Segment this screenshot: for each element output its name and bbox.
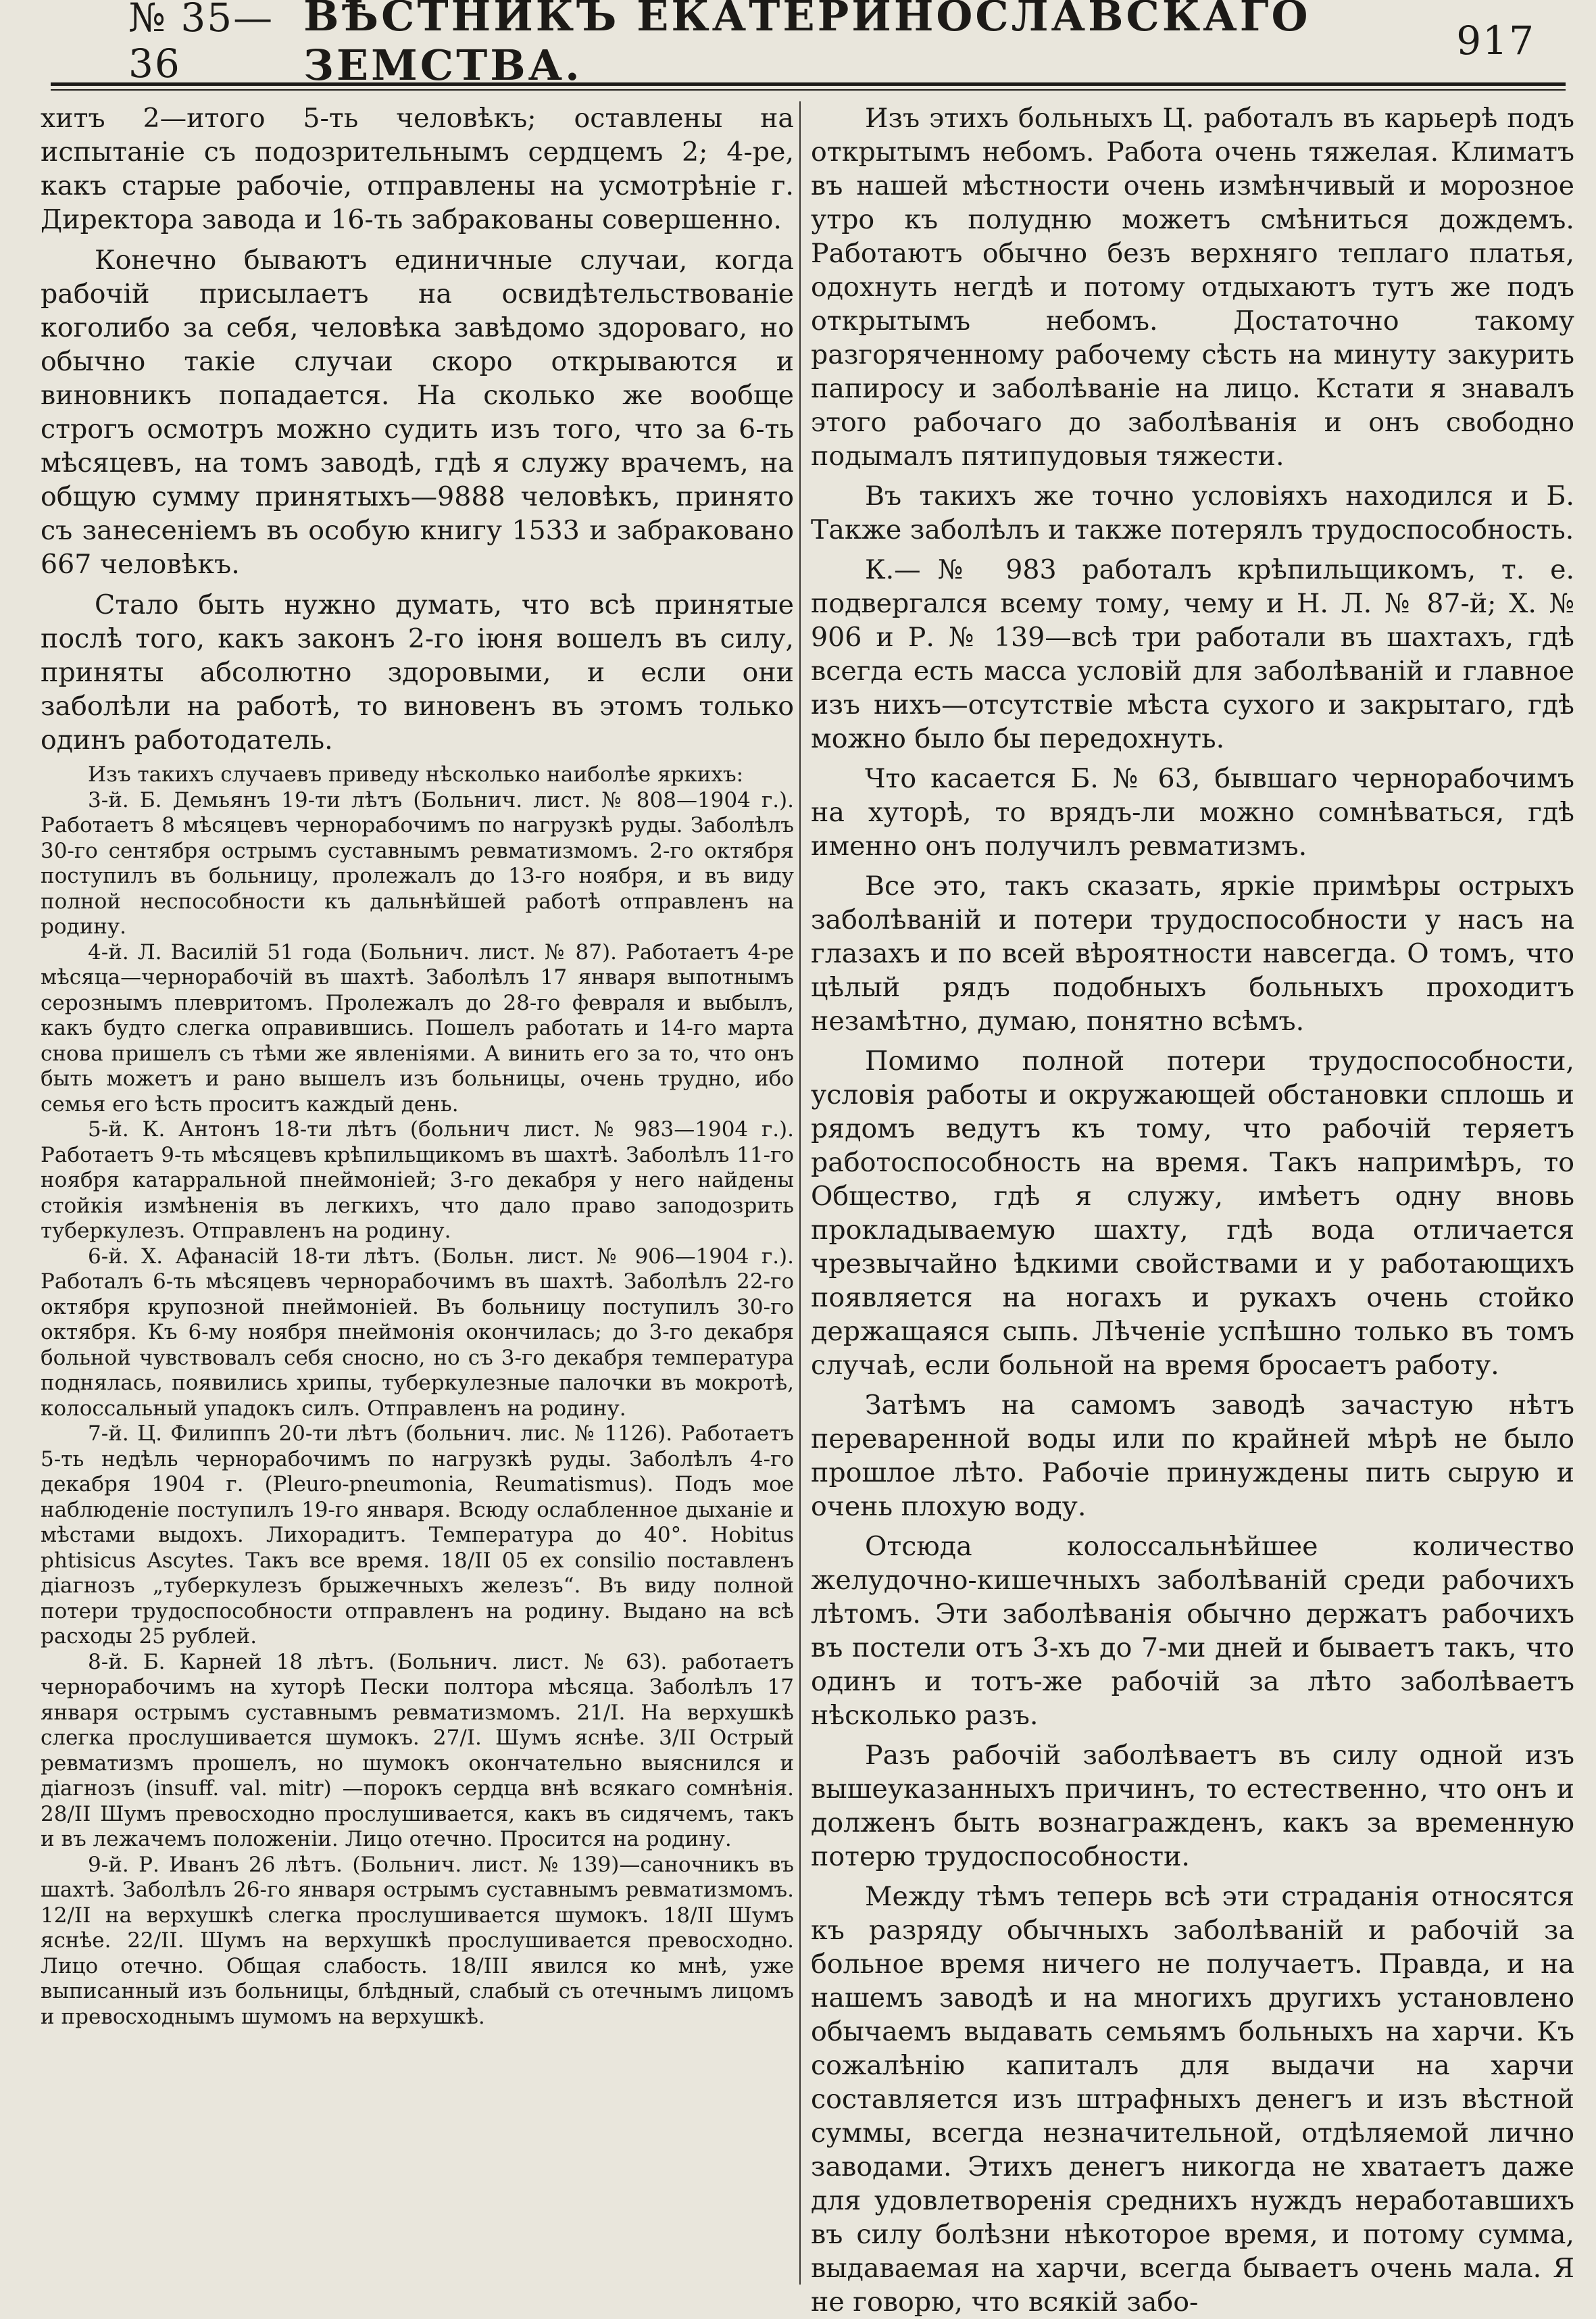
paragraph: хитъ 2—итого 5-ть человѣкъ; оставлены на испытанiе съ подозрительнымъ сердцемъ 2; 4-ре, какъ старые рабочiе, отправлены на усмотрѣнiе г. Директора завода и 16-ть забракованы совершенно. [41, 103, 794, 235]
case-report: 6-й. Х. Афанасiй 18-ти лѣтъ. (Больн. лист. № 906—1904 г.). Работалъ 6-ть мѣсяцевъ чернорабочимъ въ шахтѣ. Заболѣлъ 22-го октября крупозной пнеймонiей. Въ больницу поступилъ 30-го октября. Къ 6-му ноября пнеймонiя окончилась; до 3-го декабря больной чувствовалъ себя сносно, но съ 3-го декабря температура поднялась, появились хрипы, туберкулезные палочки въ мокротѣ, колоссальный упадокъ силъ. Отправленъ на родину. [41, 1244, 794, 1421]
case-intro: Изъ такихъ случаевъ приведу нѣсколько наиболѣе яркихъ: [88, 762, 744, 787]
case-report: 7-й. Ц. Филиппъ 20-ти лѣтъ (больнич. лис. № 1126). Работаетъ 5-ть недѣль чернорабочимъ по нагрузкѣ руды. Заболѣлъ 4-го декабря 1904 г. (Pleuro-pneumonia, Reumatismus). Подъ мое наблюденiе поступилъ 19-го января. Всюду ослабленное дыханiе и мѣстами выдохъ. Лихорадитъ. Температура до 40°. Hobitus phtisicus Ascytes. Такъ все время. 18/II 05 ex consilio поставленъ дiагнозъ „туберкулезъ брыжечныхъ железъ“. Въ виду полной потери трудоспособности отправленъ на родину. Выдано на всѣ расходы 25 рублей. [41, 1421, 794, 1649]
case-report: 5-й. К. Антонъ 18-ти лѣтъ (больнич лист. № 983—1904 г.). Работаетъ 9-ть мѣсяцевъ крѣпильщикомъ въ шахтѣ. Заболѣлъ 11-го ноября катарральной пнеймонiей; 3-го декабря у него найдены стойкiя измѣненiя въ легкихъ, что дало право заподозрить туберкулезъ. Отправленъ на родину. [41, 1117, 794, 1243]
paragraph: Все это, такъ сказать, яркiе примѣры острыхъ заболѣванiй и потери трудоспособности у насъ на глазахъ и по всей вѣроятности навсегда. О томъ, что цѣлый рядъ подобныхъ больныхъ проходитъ незамѣтно, думаю, понятно всѣмъ. [811, 871, 1574, 1037]
right-column [811, 101, 1574, 2319]
column-divider [799, 101, 801, 2285]
paragraph: Въ такихъ же точно условiяхъ находился и Б. Также заболѣлъ и также потерялъ трудоспособность. [811, 481, 1574, 545]
paragraph: Помимо полной потери трудоспособности, условiя работы и окружающей обстановки сплошь и рядомъ ведутъ къ тому, что рабочiй теряетъ работоспособность на время. Такъ напримѣръ, то Общество, гдѣ я служу, имѣетъ одну вновь прокладываемую шахту, гдѣ вода отличается чрезвычайно ѣдкими свойствами и у работающихъ появляется на ногахъ и рукахъ очень стойко держащаяся сыпь. Лѣченiе успѣшно только въ томъ случаѣ, если больной на время бросаетъ работу. [811, 1046, 1574, 1381]
paragraph: Отсюда колоссальнѣйшее количество желудочно-кишечныхъ заболѣванiй среди рабочихъ лѣтомъ. Эти заболѣванiя обычно держатъ рабочихъ въ постели отъ 3-хъ до 7-ми дней и бываетъ такъ, что одинъ и тотъ-же рабочiй за лѣто заболѣваетъ нѣсколько разъ. [811, 1531, 1574, 1731]
paragraph: К.—№ 983 работалъ крѣпильщикомъ, т. е. подвергался всему тому, чему и Н. Л. № 87-й; Х. № 906 и Р. № 139—всѣ три работали въ шахтахъ, гдѣ всегда есть масса условiй для заболѣванiй и главное изъ нихъ—отсутствiе мѣста сухого и закрытаго, гдѣ можно было бы передохнуть. [811, 554, 1574, 754]
header-rule-thin [51, 89, 1566, 91]
paragraph: Между тѣмъ теперь всѣ эти страданiя относятся къ разряду обычныхъ заболѣванiй и рабочiй за больное время ничего не получаетъ. Правда, и на нашемъ заводѣ и на многихъ другихъ установлено обычаемъ выдавать семьямъ больныхъ на харчи. Къ сожалѣнiю капиталъ для выдачи на харчи составляется изъ штрафныхъ денегъ и изъ вѣстной суммы, всегда незначительной, отдѣляемой лично заводами. Этихъ денегъ никогда не хватаетъ даже для удовлетворенiя среднихъ нуждъ неработавшихъ въ силу болѣзни нѣкоторое время, и потому сумма, выдаваемая на харчи, всегда бываетъ очень мала. Я не говорю, что всякiй забо- [811, 1881, 1574, 2318]
issue-number: № 35—36 [128, 0, 274, 87]
case-report: 8-й. Б. Карней 18 лѣтъ. (Больнич. лист. № 63). работаетъ чернорабочимъ на хуторѣ Пески полтора мѣсяца. Заболѣлъ 17 января острымъ суставнымъ ревматизмомъ. 21/I. На верхушкѣ слегка прослушивается шумокъ. 27/I. Шумъ яснѣе. 3/II Острый ревматизмъ прошелъ, но шумокъ окончательно выяснился и дiагнозъ (insuff. val. mitr) —порокъ сердца внѣ всякаго сомнѣнiя. 28/II Шумъ превосходно прослушивается, какъ въ сидячемъ, такъ и въ лежачемъ положенiи. Лицо отечно. Просится на родину. [41, 1649, 794, 1851]
paragraph: Изъ этихъ больныхъ Ц. работалъ въ карьерѣ подъ открытымъ небомъ. Работа очень тяжелая. Климатъ въ нашей мѣстности очень измѣнчивый и морозное утро къ полудню можетъ смѣниться дождемъ. Работаютъ обычно безъ верхняго теплаго платья, одохнуть негдѣ и потому отдыхаютъ тутъ же подъ открытымъ небомъ. Достаточно такому разгоряченному рабочему сѣсть на минуту закурить папиросу и заболѣванiе на лицо. Кстати я знавалъ этого рабочаго до заболѣванiя и онъ свободно подымалъ пятипудовыя тяжести. [811, 103, 1574, 472]
paragraph: Разъ рабочiй заболѣваетъ въ силу одной изъ вышеуказанныхъ причинъ, то естественно, что онъ и долженъ быть вознагражденъ, какъ за временную потерю трудоспособности. [811, 1740, 1574, 1872]
case-report: 9-й. Р. Иванъ 26 лѣтъ. (Больнич. лист. № 139)—саночникъ въ шахтѣ. Заболѣлъ 26-го января острымъ суставнымъ ревматизмомъ. 12/II на верхушкѣ слегка прослушивается шумокъ. 18/II Шумъ яснѣе. 22/II. Шумъ на верхушкѣ прослушивается превосходно. Лицо отечно. Общая слабость. 18/III явился ко мнѣ, уже выписанный изъ больницы, блѣдный, слабый съ отечнымъ лицомъ и превосходнымъ шумомъ на верхушкѣ. [41, 1852, 794, 2029]
case-report: 4-й. Л. Василiй 51 года (Больнич. лист. № 87). Работаетъ 4-ре мѣсяца—чернорабочiй въ шахтѣ. Заболѣлъ 17 января выпотнымъ серознымъ плевритомъ. Пролежалъ до 28-го февраля и выбылъ, какъ будто слегка оправившись. Пошелъ работать и 14-го марта снова пришелъ съ тѣми же явленiями. А винить его за то, что онъ быть можетъ и рано вышелъ изъ больницы, очень трудно, ибо семья его ѣсть проситъ каждый день. [41, 939, 794, 1117]
paragraph: Конечно бываютъ единичные случаи, когда рабочiй присылаетъ на освидѣтельствованiе коголибо за себя, человѣка завѣдомо здороваго, но обычно такiе случаи скоро открываются и виновникъ попадается. На сколько же вообще строгъ осмотръ можно судить изъ того, что за 6-ть мѣсяцевъ, на томъ заводѣ, гдѣ я служу врачемъ, на общую сумму принятыхъ—9888 человѣкъ, принято съ занесенiемъ въ особую книгу 1533 и забраковано 667 человѣкъ. [41, 245, 794, 580]
left-column [41, 101, 794, 2030]
page-header [54, 0, 1542, 90]
header-rule-thick [51, 82, 1566, 86]
page-number: 917 [1456, 18, 1535, 64]
paragraph: Затѣмъ на самомъ заводѣ зачастую нѣтъ переваренной воды или по крайней мѣрѣ не было прошлое лѣто. Рабочiе принуждены пить сырую и очень плохую воду. [811, 1390, 1574, 1522]
paragraph: Стало быть нужно думать, что всѣ принятые послѣ того, какъ законъ 2-го iюня вошелъ въ силу, приняты абсолютно здоровыми, и если они заболѣли на работѣ, то виновенъ въ этомъ только одинъ работодатель. [41, 589, 794, 756]
paragraph: Что касается Б. № 63, бывшаго чернорабочимъ на хуторѣ, то врядъ-ли можно сомнѣваться, гдѣ именно онъ получилъ ревматизмъ. [811, 763, 1574, 862]
case-report: 3-й. Б. Демьянъ 19-ти лѣтъ (Больнич. лист. № 808—1904 г.). Работаетъ 8 мѣсяцевъ чернорабочимъ по нагрузкѣ руды. Заболѣлъ 30-го сентября острымъ суставнымъ ревматизмомъ. 2-го октября поступилъ въ больницу, пролежалъ до 13-го ноября, и въ виду полной неспособности къ дальнѣйшей работѣ отправленъ на родину. [41, 787, 794, 939]
publication-title: ВѢСТНИКЪ ЕКАТЕРИНОСЛАВСКАГО ЗЕМСТВА. [303, 0, 1311, 90]
